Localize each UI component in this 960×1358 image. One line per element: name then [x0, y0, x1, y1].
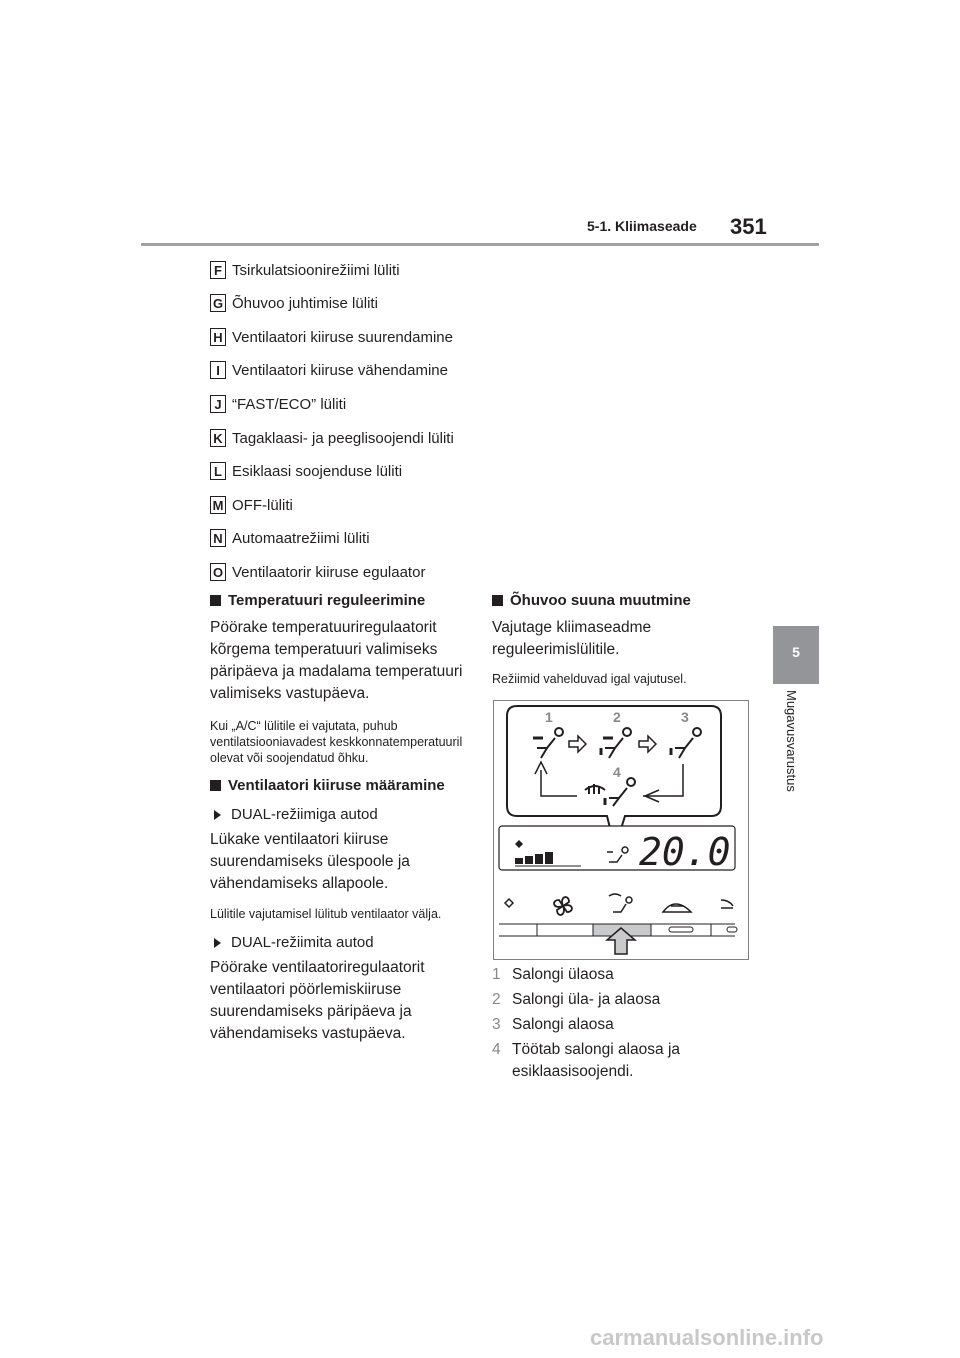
mode-label-3: 3 — [681, 709, 689, 725]
dual-body: Lükake ventilaatori kiiruse suurendamiseks ülespoole ja vähendamiseks allapoole. — [210, 831, 410, 892]
legend-text: Ventilaatori kiiruse suurendamine — [232, 328, 453, 346]
legend-text: Tsirkulatsioonirežiimi lüliti — [232, 261, 400, 279]
fan-level-bar — [515, 858, 523, 864]
section-label: 5-1. Kliimaseade — [587, 218, 697, 234]
fan-level-bar — [535, 854, 543, 864]
dual-subheading-text: DUAL-režiimiga autod — [231, 806, 378, 823]
legend-text: Ventilaatorir kiiruse egulaator — [232, 563, 426, 581]
airflow-panel-illustration — [493, 700, 749, 960]
mode-number: 2 — [492, 991, 501, 1008]
temperature-heading — [210, 592, 472, 609]
legend-item — [210, 359, 448, 381]
defrost-mode-icon — [609, 894, 632, 912]
legend-item — [210, 259, 400, 281]
legend-item — [210, 460, 402, 482]
dual-note: Lülitile vajutamisel lülitub ventilaator välja. — [210, 907, 442, 921]
legend-text: Ventilaatori kiiruse vähendamine — [232, 361, 448, 379]
chapter-title-text: Mugavusvarustus — [784, 690, 799, 792]
legend-text: Automaatrežiimi lüliti — [232, 529, 370, 547]
airflow-heading-text: Õhuvoo suuna muutmine — [510, 592, 691, 609]
airflow-body: Vajutage kliimaseadme reguleerimislülitile. — [492, 619, 652, 658]
mode-list-item — [492, 1039, 722, 1083]
bullet-square-icon — [210, 595, 221, 606]
airflow-mode-figure — [493, 700, 749, 960]
chapter-title — [770, 690, 822, 820]
mode-number: 1 — [492, 966, 501, 983]
dual-subheading — [210, 806, 472, 823]
mode-label-1: 1 — [545, 709, 553, 725]
fan-small-icon — [505, 899, 513, 907]
legend-letter: H — [210, 328, 226, 346]
chapter-number: 5 — [792, 644, 800, 660]
airflow-heading — [492, 592, 762, 609]
legend-letter: N — [210, 529, 226, 547]
mode-text: Töötab salongi alaosa ja esiklaasisoojendi. — [512, 1041, 681, 1080]
indicator-light — [727, 927, 737, 932]
recirculation-icon — [663, 904, 691, 912]
mode-text: Salongi alaosa — [512, 1016, 614, 1033]
fan-level-bar — [545, 852, 553, 864]
right-column — [492, 592, 762, 687]
legend-letter: J — [210, 395, 226, 413]
legend-text: Tagaklaasi- ja peeglisoojendi lüliti — [232, 429, 454, 447]
legend-letter: F — [210, 261, 226, 279]
legend-text: “FAST/ECO” lüliti — [232, 395, 347, 413]
legend-text: Õhuvoo juhtimise lüliti — [232, 294, 378, 312]
mode-list-item — [492, 964, 614, 986]
legend-letter: G — [210, 294, 226, 312]
triangle-bullet-icon — [214, 810, 221, 820]
nodual-body: Pöörake ventilaatoriregulaatorit ventilaatori pöörlemiskiiruse suurendamiseks päripäeva ja vähendamiseks vastupäeva. — [210, 959, 425, 1042]
temperature-heading-text: Temperatuuri reguleerimine — [228, 592, 426, 609]
bullet-square-icon — [210, 780, 221, 791]
header-rule — [141, 243, 819, 246]
temperature-note: Kui „A/C“ lülitile ei vajutata, puhub ventilatsiooniavadest keskkonnatemperatuuril olevat või soojendatud õhku. — [210, 719, 463, 765]
triangle-bullet-icon — [214, 938, 221, 948]
airflow-note: Režiimid vahelduvad igal vajutusel. — [492, 672, 687, 686]
nodual-subheading-text: DUAL-režiimita autod — [231, 934, 374, 951]
legend-item — [210, 561, 425, 583]
watermark: carmanualsonline.info — [590, 1325, 824, 1350]
fan-level-bar — [525, 856, 533, 864]
fresh-air-icon — [721, 900, 733, 908]
mode-label-4: 4 — [613, 764, 621, 780]
bullet-square-icon — [492, 595, 503, 606]
legend-letter: L — [210, 462, 226, 480]
legend-item — [210, 427, 454, 449]
mode-list-item — [492, 1014, 614, 1036]
legend-letter: I — [210, 361, 226, 379]
mode-number: 3 — [492, 1016, 501, 1033]
fan-speed-heading-text: Ventilaatori kiiruse määramine — [228, 777, 445, 794]
legend-item — [210, 292, 378, 314]
fan-large-icon — [554, 897, 572, 915]
legend-item — [210, 527, 370, 549]
page-number: 351 — [730, 214, 767, 239]
nodual-subheading — [210, 934, 472, 951]
mode-number: 4 — [492, 1041, 501, 1058]
legend-item — [210, 494, 293, 516]
legend-item — [210, 326, 453, 348]
display-temperature: 20.0 — [639, 830, 731, 874]
legend-letter: O — [210, 563, 226, 581]
legend-letter: K — [210, 429, 226, 447]
legend-item — [210, 393, 346, 415]
indicator-light — [669, 927, 693, 932]
fan-speed-heading — [210, 777, 472, 794]
mode-text: Salongi ülaosa — [512, 966, 614, 983]
mode-text: Salongi üla- ja alaosa — [512, 991, 661, 1008]
left-column — [210, 592, 472, 1045]
temperature-body: Pöörake temperatuuriregulaatorit kõrgema temperatuuri valimiseks päripäeva ja madalama temperatuuri valimiseks vastupäeva. — [210, 619, 463, 702]
mode-label-2: 2 — [613, 709, 621, 725]
legend-text: OFF-lüliti — [232, 496, 293, 514]
mode-list-item — [492, 989, 660, 1011]
legend-letter: M — [210, 496, 226, 514]
legend-text: Esiklaasi soojenduse lüliti — [232, 462, 403, 480]
